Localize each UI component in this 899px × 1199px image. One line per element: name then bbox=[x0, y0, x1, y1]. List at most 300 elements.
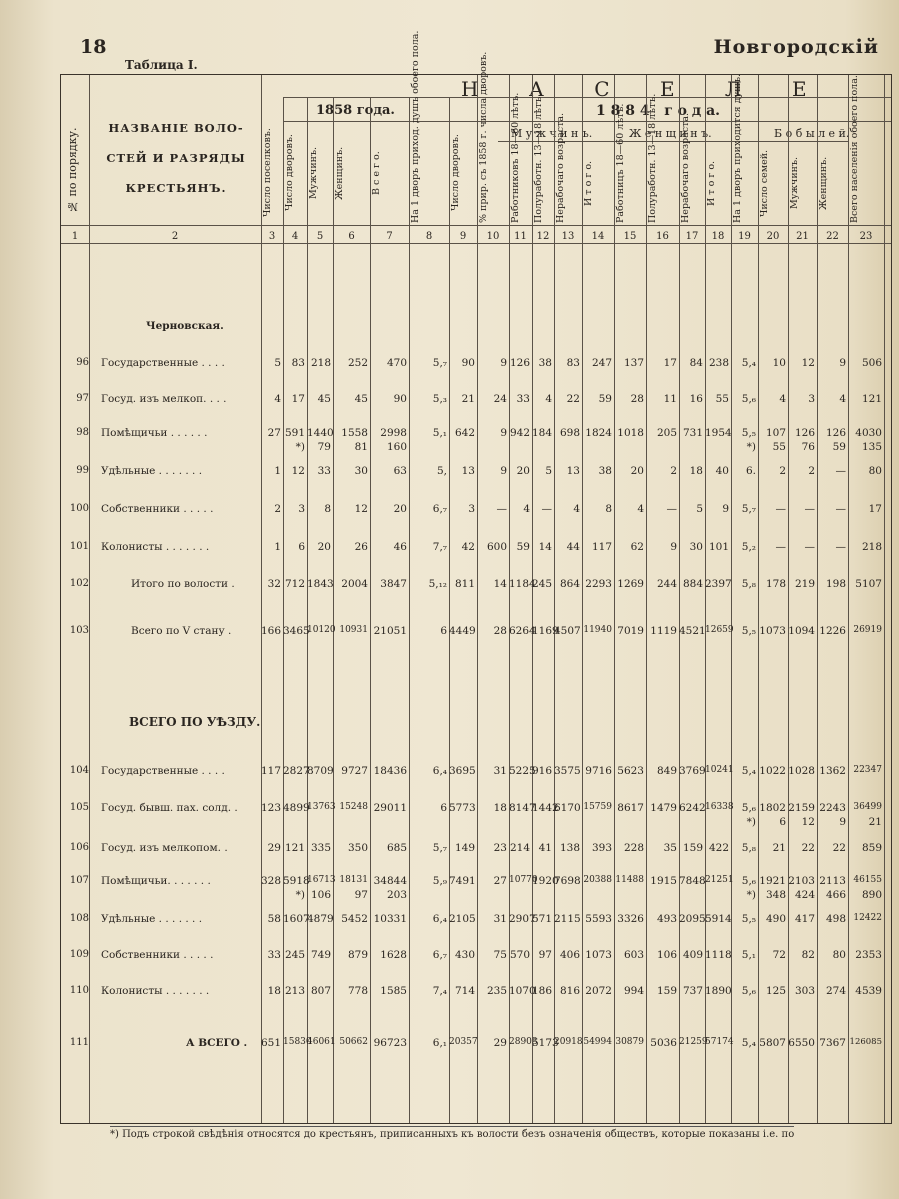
table-cell: 406 bbox=[559, 949, 580, 961]
table-cell: 2004 bbox=[341, 578, 368, 590]
table-subcell: 55 bbox=[772, 441, 786, 453]
table-cell: 1921 bbox=[759, 875, 786, 887]
table-cell: 1018 bbox=[617, 427, 644, 439]
table-cell: 3847 bbox=[380, 578, 407, 590]
row-label: Колонисты . . . . . . . bbox=[101, 541, 210, 553]
column-number: 20 bbox=[766, 231, 780, 242]
table-cell: 29 bbox=[267, 842, 281, 854]
table-cell: 247 bbox=[591, 357, 612, 369]
table-cell: 218 bbox=[861, 541, 882, 553]
table-cell: 1442 bbox=[532, 802, 559, 814]
column-number: 5 bbox=[316, 231, 324, 242]
table-cell: 245 bbox=[284, 949, 305, 961]
table-cell: 5773 bbox=[449, 802, 476, 814]
table-cell: 22 bbox=[801, 842, 815, 854]
table-cell: 22347 bbox=[853, 765, 882, 775]
table-cell: 6,₄ bbox=[432, 913, 447, 925]
column-number: 17 bbox=[685, 231, 699, 242]
table-cell: 570 bbox=[509, 949, 530, 961]
table-cell: 12 bbox=[291, 465, 305, 477]
table-cell: 80 bbox=[832, 949, 846, 961]
table-cell: 5,₂ bbox=[741, 541, 756, 553]
table-cell: 20 bbox=[317, 541, 331, 553]
table-subcell: 97 bbox=[354, 889, 368, 901]
row-number: 108 bbox=[69, 913, 89, 924]
table-subcell: 466 bbox=[825, 889, 846, 901]
table-cell: 6,₄ bbox=[432, 765, 447, 777]
row-label: Государственные . . . . bbox=[101, 765, 225, 777]
column-number: 8 bbox=[425, 231, 433, 242]
table-cell: 178 bbox=[765, 578, 786, 590]
table-cell: 21 bbox=[772, 842, 786, 854]
column-header: Работниковъ 18—60 лѣтъ. bbox=[510, 92, 521, 223]
table-cell: 97 bbox=[538, 949, 552, 961]
column-rule bbox=[307, 97, 308, 1123]
table-cell: 350 bbox=[347, 842, 368, 854]
row-label: Собственники . . . . . bbox=[101, 949, 214, 961]
table-cell: 712 bbox=[284, 578, 305, 590]
table-cell: 10770 bbox=[509, 875, 538, 885]
table-cell: 2397 bbox=[705, 578, 732, 590]
table-subcell: 59 bbox=[832, 441, 846, 453]
table-cell: 126 bbox=[825, 427, 846, 439]
table-cell: 6,₁ bbox=[432, 1037, 447, 1049]
table-cell: 34844 bbox=[373, 875, 407, 887]
table-cell: 3 bbox=[298, 503, 305, 515]
table-subcell: 424 bbox=[794, 889, 815, 901]
column-number: 10 bbox=[486, 231, 500, 242]
table-cell: 138 bbox=[559, 842, 580, 854]
table-cell: 859 bbox=[861, 842, 882, 854]
table-cell: 4 bbox=[839, 393, 846, 405]
table-cell: 42 bbox=[461, 541, 475, 553]
table-cell: 5 bbox=[545, 465, 552, 477]
column-header: Мужчинъ. bbox=[789, 156, 800, 210]
table-cell: 2072 bbox=[585, 985, 612, 997]
row-label: Помѣщичьи. . . . . . . bbox=[101, 875, 211, 887]
table-cell: 3465 bbox=[283, 625, 310, 637]
table-cell: 40 bbox=[715, 465, 729, 477]
table-cell: 46 bbox=[393, 541, 407, 553]
table-cell: 20357 bbox=[449, 1037, 478, 1047]
table-cell: 714 bbox=[454, 985, 475, 997]
header-rule bbox=[283, 97, 891, 98]
table-cell: 6,₇ bbox=[432, 949, 447, 961]
table-cell: 422 bbox=[708, 842, 729, 854]
row-label: Удѣльные . . . . . . . bbox=[101, 913, 203, 925]
row-number: 103 bbox=[69, 625, 89, 636]
table-cell: 159 bbox=[682, 842, 703, 854]
row-number: 99 bbox=[76, 465, 89, 476]
table-cell: 18 bbox=[689, 465, 703, 477]
table-cell: 10241 bbox=[705, 765, 734, 775]
row-label: Всего по V стану . bbox=[131, 625, 232, 637]
table-cell: 219 bbox=[794, 578, 815, 590]
table-cell: 879 bbox=[347, 949, 368, 961]
column-header: Нерабочаго возраста. bbox=[555, 112, 566, 223]
row-number: 102 bbox=[69, 578, 89, 589]
row-label: Собственники . . . . . bbox=[101, 503, 214, 515]
table-cell: 5,₉ bbox=[432, 875, 447, 887]
column-number: 13 bbox=[561, 231, 575, 242]
row-label: Помѣщичьи . . . . . . bbox=[101, 427, 208, 439]
table-cell: 1585 bbox=[380, 985, 407, 997]
table-cell: 9 bbox=[839, 357, 846, 369]
table-cell: 7698 bbox=[554, 875, 581, 887]
order-column-header: № по порядку. bbox=[66, 127, 79, 213]
column-number: 18 bbox=[711, 231, 725, 242]
table-subcell: 160 bbox=[386, 441, 407, 453]
table-cell: 13 bbox=[566, 465, 580, 477]
table-cell: 1824 bbox=[585, 427, 612, 439]
men-group-label: М у ж ч и н ъ. bbox=[511, 127, 593, 140]
table-cell: 4 bbox=[523, 503, 530, 515]
column-header: Число поселковъ. bbox=[262, 128, 273, 218]
table-cell: 737 bbox=[682, 985, 703, 997]
table-cell: 5 bbox=[274, 357, 281, 369]
table-cell: 3695 bbox=[449, 765, 476, 777]
section-title: ВСЕГО ПО УѢЗДУ. bbox=[129, 715, 261, 729]
table-cell: 1269 bbox=[617, 578, 644, 590]
district-title: Новгородскій bbox=[713, 36, 879, 58]
table-cell: 186 bbox=[532, 985, 553, 997]
year-1858: 1858 года. bbox=[316, 103, 395, 118]
table-cell: 5,₄ bbox=[741, 357, 756, 369]
column-rule bbox=[449, 97, 450, 1123]
table-cell: 198 bbox=[825, 578, 846, 590]
table-cell: 1226 bbox=[819, 625, 846, 637]
table-cell: 393 bbox=[591, 842, 612, 854]
column-header: Работницъ 18—60 лѣтъ. bbox=[615, 103, 626, 223]
table-cell: 1073 bbox=[759, 625, 786, 637]
table-cell: 731 bbox=[682, 427, 703, 439]
row-number: 105 bbox=[69, 802, 89, 813]
table-cell: 235 bbox=[486, 985, 507, 997]
table-cell: 46061 bbox=[307, 1037, 336, 1047]
table-cell: 18436 bbox=[373, 765, 407, 777]
table-cell: 5107 bbox=[855, 578, 882, 590]
table-cell: 16713 bbox=[307, 875, 336, 885]
table-cell: 1094 bbox=[788, 625, 815, 637]
table-cell: 205 bbox=[656, 427, 677, 439]
table-cell: 22 bbox=[832, 842, 846, 854]
table-cell: 1920 bbox=[532, 875, 559, 887]
table-cell: 3 bbox=[468, 503, 475, 515]
table-cell: 16 bbox=[689, 393, 703, 405]
table-cell: 4 bbox=[637, 503, 644, 515]
table-cell: 5,₅ bbox=[741, 913, 756, 925]
table-cell: 5918 bbox=[283, 875, 310, 887]
table-cell: 54994 bbox=[583, 1037, 612, 1047]
table-cell: 916 bbox=[532, 765, 553, 777]
table-cell: 12 bbox=[801, 357, 815, 369]
row-number: 109 bbox=[69, 949, 89, 960]
row-label: Госуд. изъ мелкопом. . bbox=[101, 842, 228, 854]
table-subcell: *) bbox=[746, 441, 756, 453]
table-cell: 7019 bbox=[617, 625, 644, 637]
table-cell: 5173 bbox=[532, 1037, 559, 1049]
table-cell: 2 bbox=[779, 465, 786, 477]
table-cell: — bbox=[775, 541, 786, 553]
table-cell: 28 bbox=[630, 393, 644, 405]
table-cell: 9 bbox=[500, 465, 507, 477]
table-cell: 6550 bbox=[788, 1037, 815, 1049]
table-cell: 252 bbox=[347, 357, 368, 369]
column-header: И т о г о. bbox=[706, 160, 717, 206]
table-cell: 18131 bbox=[339, 875, 368, 885]
table-cell: 8 bbox=[324, 503, 331, 515]
header-bottom-rule bbox=[61, 225, 891, 226]
table-cell: 15248 bbox=[339, 802, 368, 812]
table-cell: 1628 bbox=[380, 949, 407, 961]
table-cell: 600 bbox=[486, 541, 507, 553]
table-cell: 12659 bbox=[705, 625, 734, 635]
table-cell: 4449 bbox=[449, 625, 476, 637]
table-subcell: 9 bbox=[839, 816, 846, 828]
table-cell: 149 bbox=[454, 842, 475, 854]
table-subcell: 203 bbox=[386, 889, 407, 901]
table-cell: — bbox=[541, 503, 552, 515]
table-cell: 21251 bbox=[705, 875, 734, 885]
table-cell: 218 bbox=[310, 357, 331, 369]
table-cell: 159 bbox=[656, 985, 677, 997]
table-cell: 807 bbox=[310, 985, 331, 997]
table-cell: 506 bbox=[861, 357, 882, 369]
table-cell: 849 bbox=[656, 765, 677, 777]
table-cell: 101 bbox=[708, 541, 729, 553]
table-cell: 571 bbox=[532, 913, 553, 925]
table-cell: 2998 bbox=[380, 427, 407, 439]
table-cell: 2907 bbox=[509, 913, 536, 925]
table-cell: 123 bbox=[261, 802, 282, 814]
table-cell: 430 bbox=[454, 949, 475, 961]
table-cell: 5452 bbox=[341, 913, 368, 925]
column-number: 12 bbox=[536, 231, 550, 242]
table-cell: 642 bbox=[454, 427, 475, 439]
table-cell: 4521 bbox=[679, 625, 706, 637]
table-cell: 1118 bbox=[705, 949, 732, 961]
table-cell: 2095 bbox=[679, 913, 706, 925]
table-cell: 14 bbox=[538, 541, 552, 553]
table-cell: 57174 bbox=[705, 1037, 734, 1047]
table-subcell: 21 bbox=[868, 816, 882, 828]
table-cell: 82 bbox=[801, 949, 815, 961]
table-cell: 698 bbox=[559, 427, 580, 439]
column-number: 16 bbox=[656, 231, 669, 242]
table-cell: 603 bbox=[623, 949, 644, 961]
table-label: Таблица I. bbox=[125, 58, 198, 72]
table-cell: 13763 bbox=[307, 802, 336, 812]
women-group-label: Ж е н щ и н ъ. bbox=[629, 127, 712, 140]
table-cell: 5, bbox=[436, 465, 447, 477]
row-label: Госуд. изъ мелкоп. . . . bbox=[101, 393, 227, 405]
table-cell: 749 bbox=[310, 949, 331, 961]
table-cell: 1802 bbox=[759, 802, 786, 814]
column-number: 14 bbox=[591, 231, 605, 242]
table-cell: 9 bbox=[500, 357, 507, 369]
year-1884: 1 8 8 4 г о д а. bbox=[596, 103, 721, 119]
table-cell: 45 bbox=[354, 393, 368, 405]
table-cell: 9 bbox=[722, 503, 729, 515]
table-cell: 1073 bbox=[585, 949, 612, 961]
table-cell: 15830 bbox=[283, 1037, 312, 1047]
table-cell: 184 bbox=[532, 427, 553, 439]
table-cell: 137 bbox=[623, 357, 644, 369]
table-cell: 17 bbox=[291, 393, 305, 405]
table-cell: 1440 bbox=[307, 427, 334, 439]
table-cell: 59 bbox=[516, 541, 530, 553]
column-number: 21 bbox=[796, 231, 809, 242]
table-cell: 5593 bbox=[585, 913, 612, 925]
table-cell: 1915 bbox=[650, 875, 677, 887]
table-cell: 5914 bbox=[705, 913, 732, 925]
table-cell: 17 bbox=[663, 357, 677, 369]
table-cell: 5,₇ bbox=[741, 503, 756, 515]
table-cell: 1119 bbox=[650, 625, 677, 637]
table-cell: 3575 bbox=[554, 765, 581, 777]
table-cell: 23 bbox=[493, 842, 507, 854]
table-cell: 6 bbox=[440, 802, 447, 814]
column-rule bbox=[370, 97, 371, 1123]
header-rule bbox=[283, 121, 891, 122]
table-cell: 121 bbox=[861, 393, 882, 405]
table-cell: 5225 bbox=[509, 765, 536, 777]
column-header: В с е г о. bbox=[371, 151, 382, 195]
table-cell: 3326 bbox=[617, 913, 644, 925]
table-cell: 5,₇ bbox=[432, 842, 447, 854]
table-cell: 26 bbox=[354, 541, 368, 553]
table-cell: 10331 bbox=[373, 913, 407, 925]
table-cell: 4507 bbox=[554, 625, 581, 637]
table-cell: 214 bbox=[509, 842, 530, 854]
column-number: 23 bbox=[859, 231, 873, 242]
table-cell: — bbox=[835, 503, 846, 515]
table-cell: 6264 bbox=[509, 625, 536, 637]
column-number: 11 bbox=[514, 231, 527, 242]
table-cell: 26919 bbox=[853, 625, 882, 635]
table-cell: 38 bbox=[598, 465, 612, 477]
table-cell: 5,₈ bbox=[741, 578, 756, 590]
table-cell: 8 bbox=[605, 503, 612, 515]
row-label: Итого по волости . bbox=[131, 578, 235, 590]
table-cell: 28 bbox=[493, 625, 507, 637]
table-subcell: *) bbox=[746, 816, 756, 828]
table-cell: 166 bbox=[261, 625, 282, 637]
table-cell: 5,₄ bbox=[741, 765, 756, 777]
table-cell: 45 bbox=[317, 393, 331, 405]
table-cell: 44 bbox=[566, 541, 580, 553]
table-cell: 9716 bbox=[585, 765, 612, 777]
table-cell: 1169 bbox=[532, 625, 559, 637]
table-cell: 1028 bbox=[788, 765, 815, 777]
table-cell: — bbox=[804, 541, 815, 553]
table-cell: — bbox=[496, 503, 507, 515]
table-cell: 7491 bbox=[449, 875, 476, 887]
table-cell: 126085 bbox=[849, 1037, 882, 1047]
table-cell: 4539 bbox=[855, 985, 882, 997]
table-subcell: 79 bbox=[317, 441, 331, 453]
row-number: 98 bbox=[76, 427, 89, 438]
table-cell: 7367 bbox=[819, 1037, 846, 1049]
table-cell: 4899 bbox=[283, 802, 310, 814]
table-cell: 2103 bbox=[788, 875, 815, 887]
table-cell: 778 bbox=[347, 985, 368, 997]
table-cell: 16338 bbox=[705, 802, 734, 812]
table-cell: 72 bbox=[772, 949, 786, 961]
column-header: И т о г о. bbox=[583, 160, 594, 206]
table-cell: 62 bbox=[630, 541, 644, 553]
table-cell: 21259 bbox=[679, 1037, 708, 1047]
table-cell: 33 bbox=[516, 393, 530, 405]
table-cell: 5623 bbox=[617, 765, 644, 777]
table-cell: 20918 bbox=[554, 1037, 583, 1047]
table-cell: 1070 bbox=[509, 985, 536, 997]
table-cell: 90 bbox=[461, 357, 475, 369]
table-cell: 20 bbox=[516, 465, 530, 477]
footnote: *) Подъ строкой свѣдѣнія относятся до крестьянъ, приписанныхъ къ волости безъ означенія обществъ, которые показаны i.e. по bbox=[110, 1126, 794, 1140]
table-cell: 651 bbox=[261, 1037, 282, 1049]
row-label: Государственные . . . . bbox=[101, 357, 225, 369]
table-cell: 10 bbox=[772, 357, 786, 369]
table-cell: 33 bbox=[267, 949, 281, 961]
table-cell: 328 bbox=[261, 875, 282, 887]
table-subcell: 76 bbox=[801, 441, 815, 453]
table-cell: 20 bbox=[630, 465, 644, 477]
row-number: 97 bbox=[76, 393, 89, 404]
row-label: Колонисты . . . . . . . bbox=[101, 985, 210, 997]
table-cell: 2113 bbox=[819, 875, 846, 887]
table-cell: 4030 bbox=[855, 427, 882, 439]
table-cell: 5,₁ bbox=[432, 427, 447, 439]
row-number: 110 bbox=[69, 985, 89, 996]
column-header: Полуработн. 13—18 лѣтъ. bbox=[533, 93, 544, 223]
table-cell: 238 bbox=[708, 357, 729, 369]
table-cell: 5,₆ bbox=[741, 802, 756, 814]
table-cell: 2353 bbox=[855, 949, 882, 961]
table-cell: 1479 bbox=[650, 802, 677, 814]
table-subcell: 6 bbox=[779, 816, 786, 828]
column-header: Всего населенія обоего пола. bbox=[849, 75, 860, 223]
table-cell: 12422 bbox=[853, 913, 882, 923]
name-column-header: НАЗВАНІЕ ВОЛО- СТЕЙ И РАЗРЯДЫ КРЕСТЬЯНЪ. bbox=[106, 121, 246, 195]
table-cell: 5,₁ bbox=[741, 949, 756, 961]
table-cell: 18 bbox=[493, 802, 507, 814]
table-cell: 11488 bbox=[615, 875, 644, 885]
table-cell: 80 bbox=[868, 465, 882, 477]
table-cell: 5,₆ bbox=[741, 393, 756, 405]
table-cell: 7848 bbox=[679, 875, 706, 887]
table-cell: 2 bbox=[670, 465, 677, 477]
table-cell: 6 bbox=[298, 541, 305, 553]
colnum-rule bbox=[61, 243, 891, 244]
table-cell: 816 bbox=[559, 985, 580, 997]
column-header: Нерабочаго возраста. bbox=[680, 112, 691, 223]
table-cell: — bbox=[775, 503, 786, 515]
table-cell: 470 bbox=[386, 357, 407, 369]
column-header: Число семей. bbox=[759, 149, 770, 217]
table-cell: — bbox=[666, 503, 677, 515]
table-cell: 7,₇ bbox=[432, 541, 447, 553]
table-cell: 4 bbox=[779, 393, 786, 405]
table-cell: 1184 bbox=[509, 578, 536, 590]
table-cell: 35 bbox=[663, 842, 677, 854]
population-header: Н А С Е Л Е bbox=[461, 77, 829, 101]
table-cell: 11940 bbox=[583, 625, 612, 635]
row-number: 96 bbox=[76, 357, 89, 368]
table-cell: 10931 bbox=[339, 625, 368, 635]
row-number: 101 bbox=[69, 541, 89, 552]
table-cell: 6242 bbox=[679, 802, 706, 814]
